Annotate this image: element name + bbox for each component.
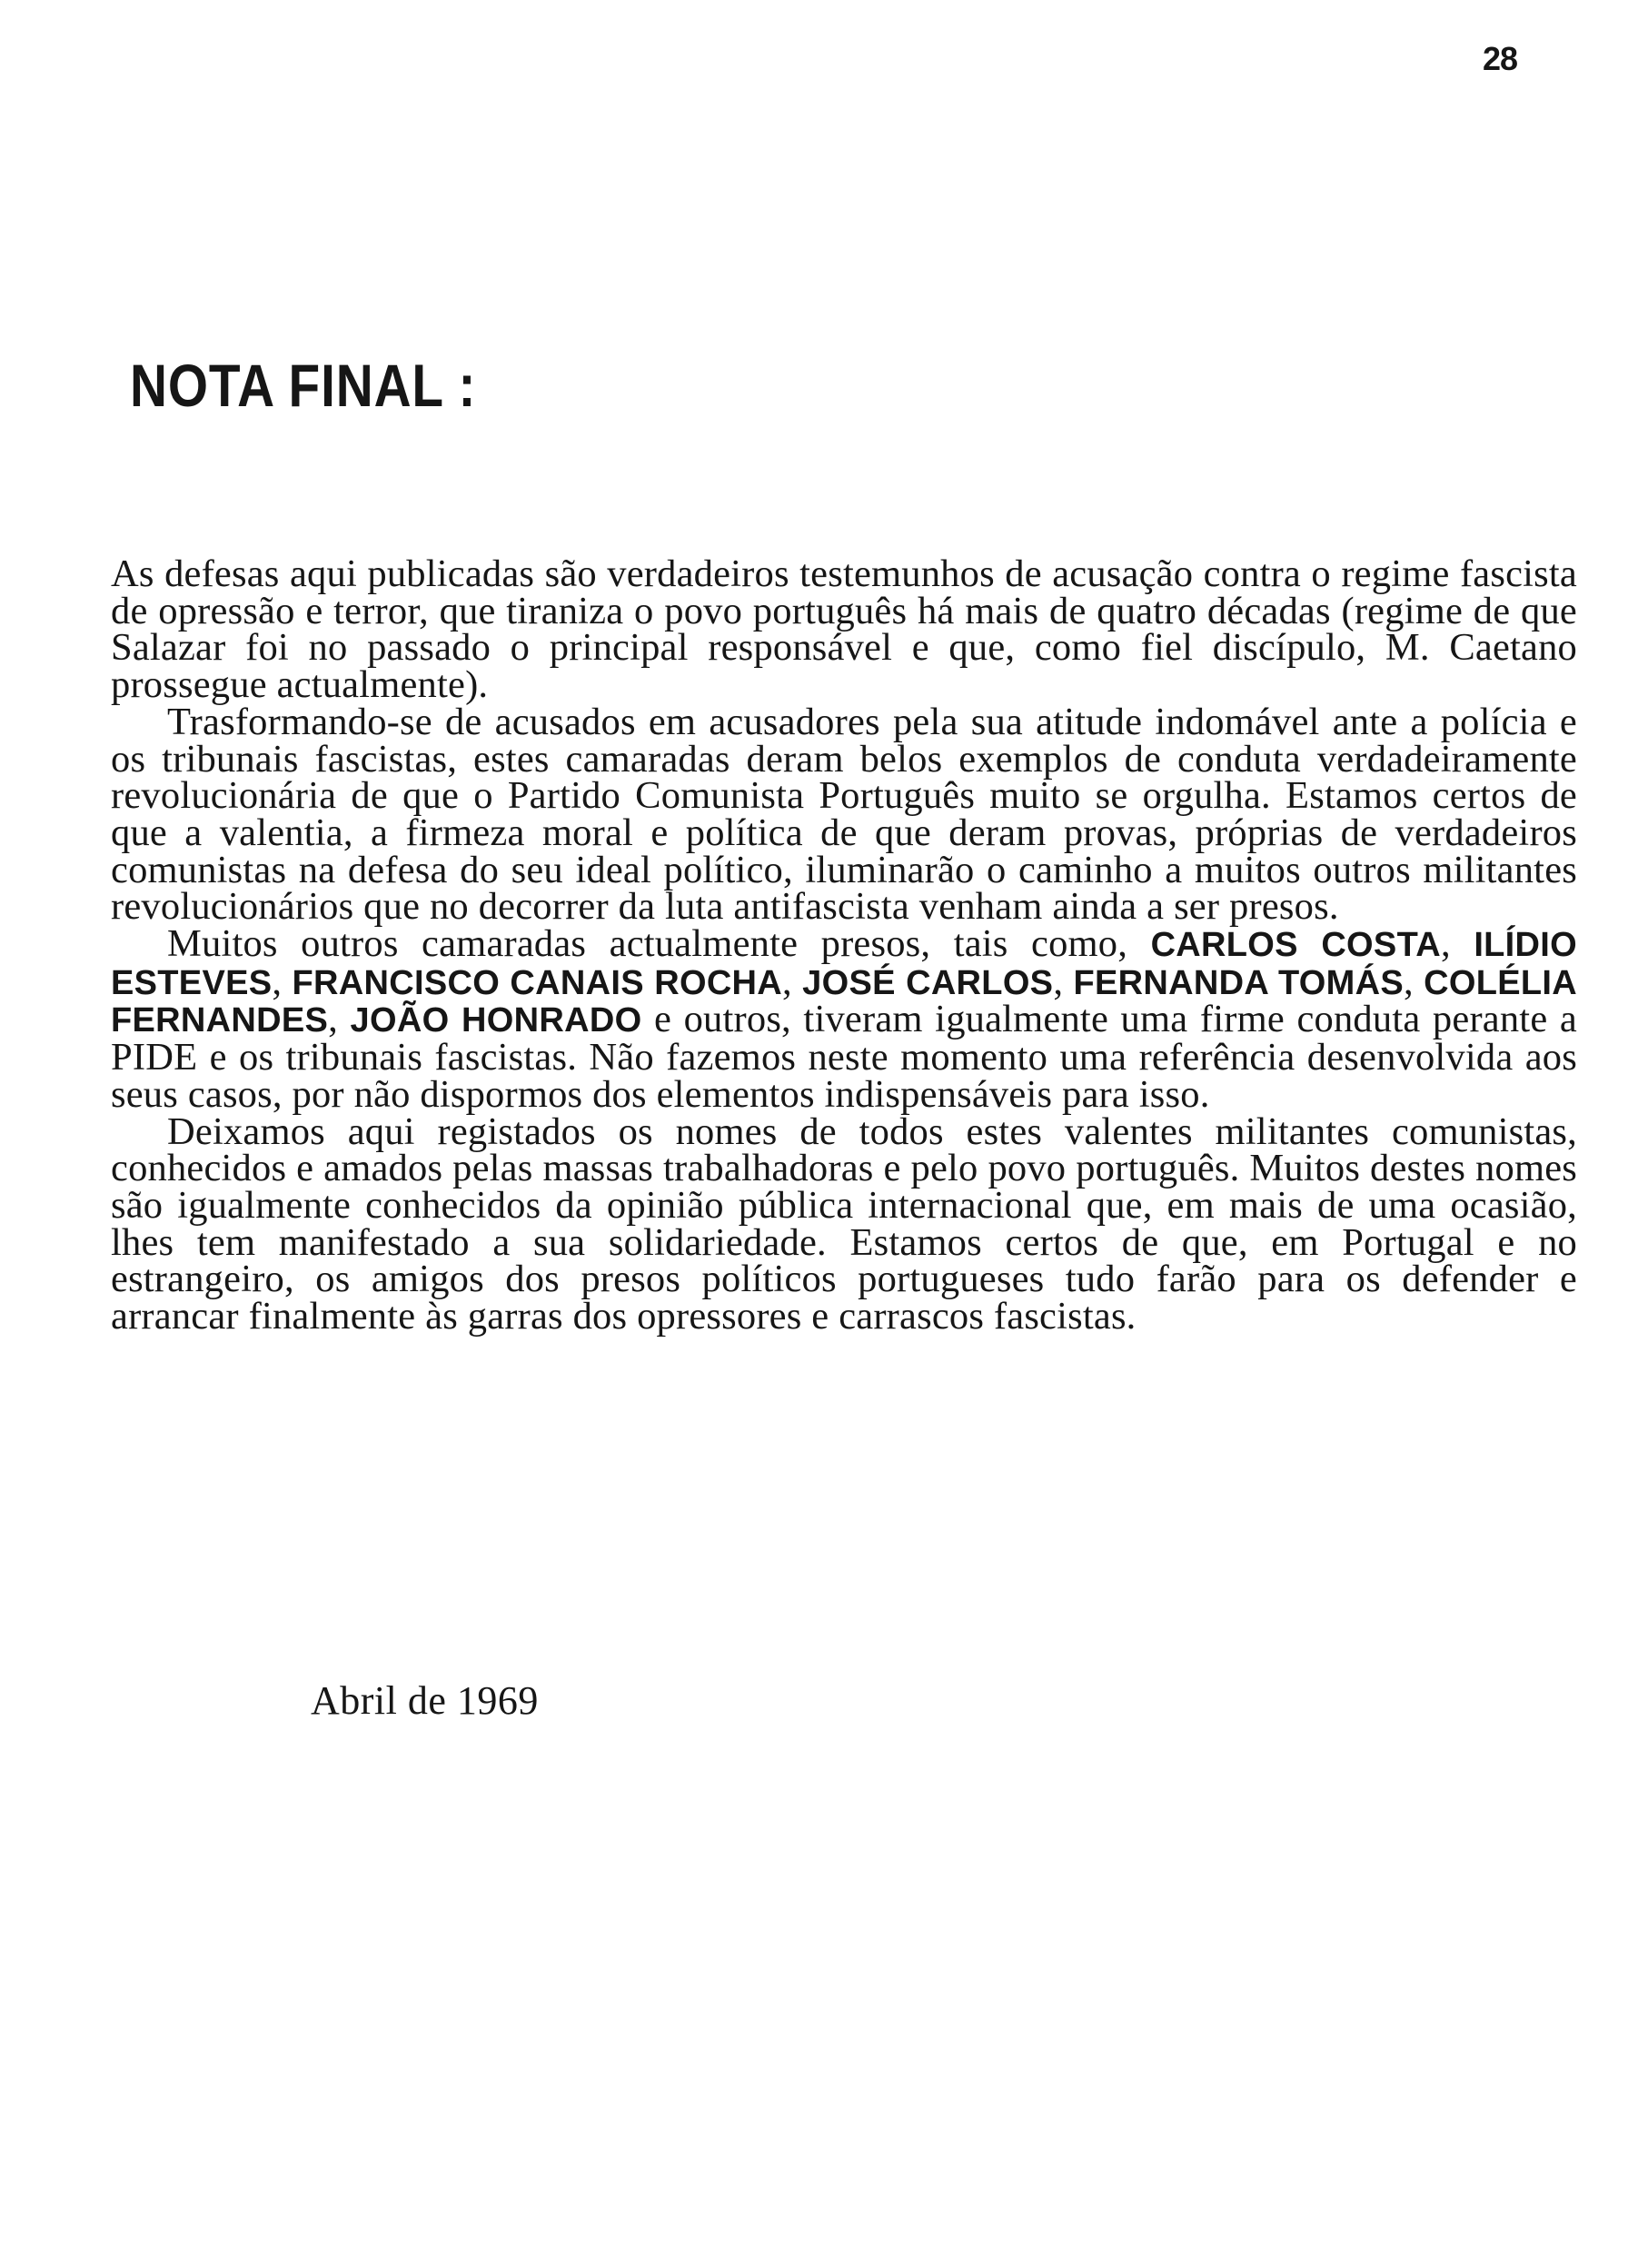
paragraph-4: Deixamos aqui registados os nomes de todos estes valentes militantes comunistas, conhecidos e amados pelas massas trabalhadoras e pelo povo português. Muitos destes nomes são igualmente conhecidos da opinião pública internacional que, em mais de uma ocasião, lhes tem manifestado a sua solidariedade. Estamos certos de que, em Portugal e no estrangeiro, os amigos dos presos políticos portugueses tudo farão para os defender e arrancar finalmente às garras dos opressores e carrascos fascistas. <box>111 1109 1577 1338</box>
dateline: Abril de 1969 <box>311 1678 539 1723</box>
paragraph-3 <box>111 922 1578 1116</box>
body-text <box>111 552 1578 1338</box>
prisoner-name: COLÉLIA FERNANDES <box>111 963 1578 1040</box>
name-separator: , <box>1441 922 1474 966</box>
paragraph-1: As defesas aqui publicadas são verdadeiros testemunhos de acusação contra o regime fascista de opressão e terror, que tiraniza o povo português há mais de quatro décadas (regime de que Salazar foi no passado o principal responsável e que, como fiel discípulo, M. Caetano prossegue actualmente). <box>111 552 1577 707</box>
paragraph-2: Trasformando-se de acusados em acusadores pela sua atitude indomável ante a polícia e os tribunais fascistas, estes camaradas deram belos exemplos de conduta verdadeiramente revolucionária de que o Partido Comunista Português muito se orgulha. Estamos certos de que a valentia, a firmeza moral e política de que deram provas, próprias de verdadeiros comunistas na defesa do seu ideal político, iluminarão o caminho a muitos outros militantes revolucionários que no decorrer da luta antifascista venham ainda a ser presos. <box>111 700 1577 929</box>
prisoner-name: FRANCISCO CANAIS ROCHA <box>292 963 783 1002</box>
page-number: 28 <box>1483 40 1518 77</box>
paragraph-3-lead: Muitos outros camaradas actualmente presos, tais como, <box>167 922 1151 966</box>
name-separator: , <box>272 960 293 1003</box>
paragraph-3-tail: e outros, tiveram igualmente uma firme conduta perante a PIDE e os tribunais fascistas. Não fazemos neste momento uma referência desenvolvida aos seus casos, por não dispormos dos elementos indispensáveis para isso. <box>111 998 1577 1116</box>
name-separator: , <box>1404 960 1424 1003</box>
prisoner-name: CARLOS COSTA <box>1150 926 1441 965</box>
page-title: NOTA FINAL : <box>130 352 477 419</box>
prisoner-name: ILÍDIO ESTEVES <box>111 926 1577 1002</box>
name-separator: , <box>782 960 803 1003</box>
name-separator: , <box>328 998 351 1041</box>
prisoner-name: JOSÉ CARLOS <box>802 963 1054 1002</box>
name-separator: , <box>1053 960 1074 1003</box>
prisoner-name: FERNANDA TOMÁS <box>1073 963 1405 1002</box>
prisoner-name: JOÃO HONRADO <box>350 1001 642 1040</box>
